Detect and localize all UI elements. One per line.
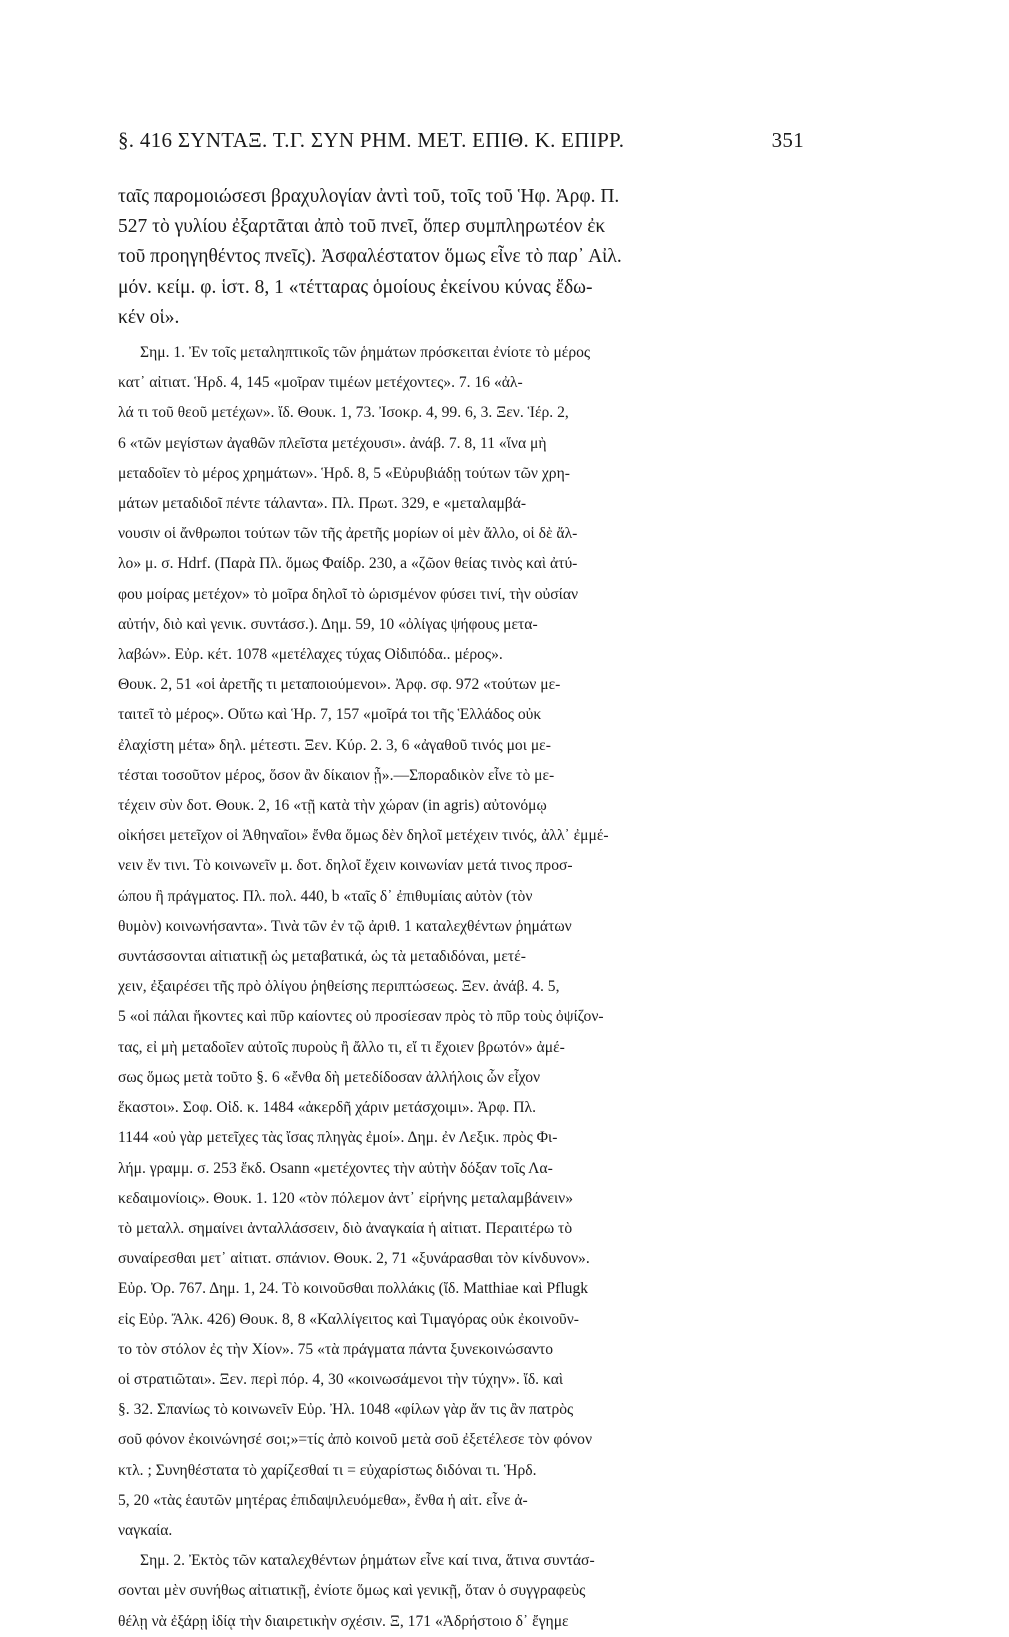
note-line: οἰκήσει μετεῖχον οἱ Ἀθηναῖοι» ἔνθα ὅμως δὲν δηλοῖ μετέχειν τινός, ἀλλ᾽ ἐμμέ- <box>118 827 609 845</box>
note-line: ώπου ἢ πράγματος. Πλ. πολ. 440, b «ταῖς δ᾽ ἐπιθυμίαις αὐτὸν (τὸν <box>118 887 533 905</box>
note-line: Σημ. 1. Ἐν τοῖς μεταληπτικοῖς τῶν ῥημάτων πρόσκειται ἐνίοτε τὸ μέρος <box>140 344 591 362</box>
note-line: ἐλαχίστη μέτα» δηλ. μέτεστι. Ξεν. Κύρ. 2. 3, 6 «ἀγαθοῦ τινός μοι με- <box>118 736 551 754</box>
text-line: τοῦ προηγηθέντος πνεῖς). Ἀσφαλέστατον ὅμως εἶνε τὸ παρ᾽ Αἰλ. <box>118 246 622 268</box>
note-line: §. 32. Σπανίως τὸ κοινωνεῖν Εὐρ. Ἠλ. 1048 «φίλων γὰρ ἄν τις ἂν πατρὸς <box>118 1401 574 1419</box>
note-line: κατ᾽ αἰτιατ. Ἡρδ. 4, 145 «μοῖραν τιμέων μετέχοντες». 7. 16 «ἀλ- <box>118 374 523 392</box>
note-line: ναγκαία. <box>118 1521 173 1539</box>
note-line: νουσιν οἱ ἄνθρωποι τούτων τῶν τῆς ἀρετῆς μορίων οἱ μὲν ἄλλο, οἱ δὲ ἄλ- <box>118 525 578 543</box>
note-line: σως ὅμως μετὰ τοῦτο §. 6 «ἔνθα δὴ μετεδίδοσαν ἀλλήλοις ὧν εἶχον <box>118 1068 541 1086</box>
note-line: χειν, ἐξαιρέσει τῆς πρὸ ὀλίγου ῥηθείσης περιπτώσεως. Ξεν. ἀνάβ. 4. 5, <box>118 978 560 996</box>
note-line: ταιτεῖ τὸ μέρος». Οὕτω καὶ Ἡρ. 7, 157 «μοῖρά τοι τῆς Ἑλλάδος οὐκ <box>118 706 542 724</box>
note-line: τέσται τοσοῦτον μέρος, ὅσον ἂν δίκαιον ᾖ».—Σποραδικὸν εἶνε τὸ με- <box>118 766 555 784</box>
book-page <box>118 128 804 1637</box>
note-line: 1144 «οὐ γὰρ μετεῖχες τὰς ἴσας πληγὰς ἐμοί». Δημ. ἐν Λεξικ. πρὸς Φι- <box>118 1129 558 1147</box>
note-line: σονται μὲν συνήθως αἰτιατικῇ, ἐνίοτε ὅμως καὶ γενικῇ, ὅταν ὁ συγγραφεὺς <box>118 1582 586 1600</box>
note-line: Εὐρ. Ὀρ. 767. Δημ. 1, 24. Τὸ κοινοῦσθαι πολλάκις (ἴδ. Matthiae καὶ Pflugk <box>118 1280 589 1298</box>
note-line: τέχειν σὺν δοτ. Θουκ. 2, 16 «τῇ κατὰ τὴν χώραν (in agris) αὐτονόμῳ <box>118 797 547 815</box>
text-line: μόν. κείμ. φ. ἱστ. 8, 1 «τέτταρας ὁμοίους ἐκείνου κύνας ἔδω- <box>118 276 593 298</box>
note-line: κεδαιμονίοις». Θουκ. 1. 120 «τὸν πόλεμον ἀντ᾽ εἰρήνης μεταλαμβάνειν» <box>118 1189 574 1207</box>
note-line: θέλῃ νὰ ἐξάρῃ ἰδίᾳ τὴν διαιρετικὴν σχέσιν. Ξ, 171 «Ἀδρήστοιο δ᾽ ἔγημε <box>118 1612 569 1630</box>
note-line: τας, εἰ μὴ μεταδοῖεν αὐτοῖς πυροὺς ἢ ἄλλο τι, εἴ τι ἔχοιεν βρωτόν» ἀμέ- <box>118 1038 565 1056</box>
text-line: 527 τὸ γυλίου ἐξαρτᾶται ἀπὸ τοῦ πνεῖ, ὅπερ συμπληρωτέον ἐκ <box>118 216 606 238</box>
page-number: 351 <box>771 128 804 152</box>
note-line: συναίρεσθαι μετ᾽ αἰτιατ. σπάνιον. Θουκ. 2, 71 «ξυνάρασθαι τὸν κίνδυνον». <box>118 1250 590 1268</box>
note-line: λαβών». Εὐρ. κέτ. 1078 «μετέλαχες τύχας Οἰδιπόδα.. μέρος». <box>118 646 503 664</box>
note-line: συντάσσονται αἰτιατικῇ ὡς μεταβατικά, ὡς τὰ μεταδιδόναι, μετέ- <box>118 948 526 966</box>
note-line: θυμὸν) κοινωνήσαντα». Τινὰ τῶν ἐν τῷ ἀριθ. 1 καταλεχθέντων ῥημάτων <box>118 917 572 935</box>
note-line: εἰς Εὐρ. Ἄλκ. 426) Θουκ. 8, 8 «Καλλίγειτος καὶ Τιμαγόρας οὐκ ἐκοινοῦν- <box>118 1310 579 1328</box>
note-line: λήμ. γραμμ. σ. 253 ἔκδ. Osann «μετέχοντες τὴν αὐτὴν δόξαν τοῖς Λα- <box>118 1159 553 1177</box>
note-line: σοῦ φόνον ἐκοινώνησέ σοι;»=τίς ἀπὸ κοινοῦ μετὰ σοῦ ἐξετέλεσε τὸν φόνον <box>118 1431 593 1449</box>
note-line: νειν ἔν τινι. Τὸ κοινωνεῖν μ. δοτ. δηλοῖ ἔχειν κοινωνίαν μετά τινος προσ- <box>118 857 573 875</box>
note-line: 6 «τῶν μεγίστων ἀγαθῶν πλεῖστα μετέχουσι». ἀνάβ. 7. 8, 11 «ἵνα μὴ <box>118 434 547 452</box>
running-header <box>118 128 804 162</box>
note-line: Θουκ. 2, 51 «οἱ ἀρετῆς τι μεταποιούμενοι». Ἀρφ. σφ. 972 «τούτων με- <box>118 676 561 694</box>
note-line: αὐτήν, διὸ καὶ γενικ. συντάσσ.). Δημ. 59, 10 «ὀλίγας ψήφους μετα- <box>118 615 538 633</box>
note-line: λά τι τοῦ θεοῦ μετέχων». ἴδ. Θουκ. 1, 73. Ἰσοκρ. 4, 99. 6, 3. Ξεν. Ἱέρ. 2, <box>118 404 569 422</box>
text-line: ταῖς παρομοιώσεσι βραχυλογίαν ἀντὶ τοῦ, τοῖς τοῦ Ἡφ. Ἀρφ. Π. <box>118 186 620 207</box>
note-line: μάτων μεταδιδοῖ πέντε τάλαντα». Πλ. Πρωτ. 329, e «μεταλαμβά- <box>118 495 527 513</box>
note-line: λο» μ. σ. Hdrf. (Παρὰ Πλ. ὅμως Φαίδρ. 230, a «ζῶον θείας τινὸς καὶ ἀτύ- <box>118 555 578 573</box>
note-line: τὸ μεταλλ. σημαίνει ἀνταλλάσσειν, διὸ ἀναγκαία ἡ αἰτιατ. Περαιτέρω τὸ <box>118 1219 573 1237</box>
note-line: κτλ. ; Συνηθέστατα τὸ χαρίζεσθαί τι = εὐχαρίστως διδόναι τι. Ἡρδ. <box>118 1461 537 1479</box>
note-line: οἱ στρατιῶται». Ξεν. περὶ πόρ. 4, 30 «κοινωσάμενοι τὴν τύχην». ἴδ. καὶ <box>118 1370 564 1388</box>
note-line: φου μοίρας μετέχον» τὸ μοῖρα δηλοῖ τὸ ὡρισμένον φύσει τινί, τὴν οὐσίαν <box>118 585 579 603</box>
note-line: μεταδοῖεν τὸ μέρος χρημάτων». Ἡρδ. 8, 5 «Εὐρυβιάδῃ τούτων τῶν χρη- <box>118 464 570 482</box>
header-title: §. 416 ΣΥΝΤΑΞ. Τ.Γ. ΣΥΝ ΡΗΜ. ΜΕΤ. ΕΠΙΘ. Κ. ΕΠΙΡΡ. <box>118 128 625 152</box>
text-line: κέν οἱ». <box>118 306 180 328</box>
note-1 <box>118 338 804 1546</box>
note-2 <box>118 1546 804 1637</box>
note-line: ἕκαστοι». Σοφ. Οἰδ. κ. 1484 «ἀκερδῆ χάριν μετάσχοιμι». Ἀρφ. Πλ. <box>118 1099 536 1117</box>
main-paragraph <box>118 182 804 333</box>
note-line: Σημ. 2. Ἐκτὸς τῶν καταλεχθέντων ῥημάτων εἶνε καί τινα, ἅτινα συντάσ- <box>140 1552 595 1570</box>
note-line: 5, 20 «τὰς ἑαυτῶν μητέρας ἐπιδαψιλευόμεθα», ἔνθα ἡ αἰτ. εἶνε ἀ- <box>118 1491 528 1509</box>
note-line: το τὸν στόλον ἐς τὴν Χίον». 75 «τὰ πράγματα πάντα ξυνεκοινώσαντο <box>118 1340 554 1358</box>
note-line: 5 «οἱ πάλαι ἥκοντες καὶ πῦρ καίοντες οὐ προσίεσαν πρὸς τὸ πῦρ τοὺς ὀψίζον- <box>118 1008 604 1026</box>
